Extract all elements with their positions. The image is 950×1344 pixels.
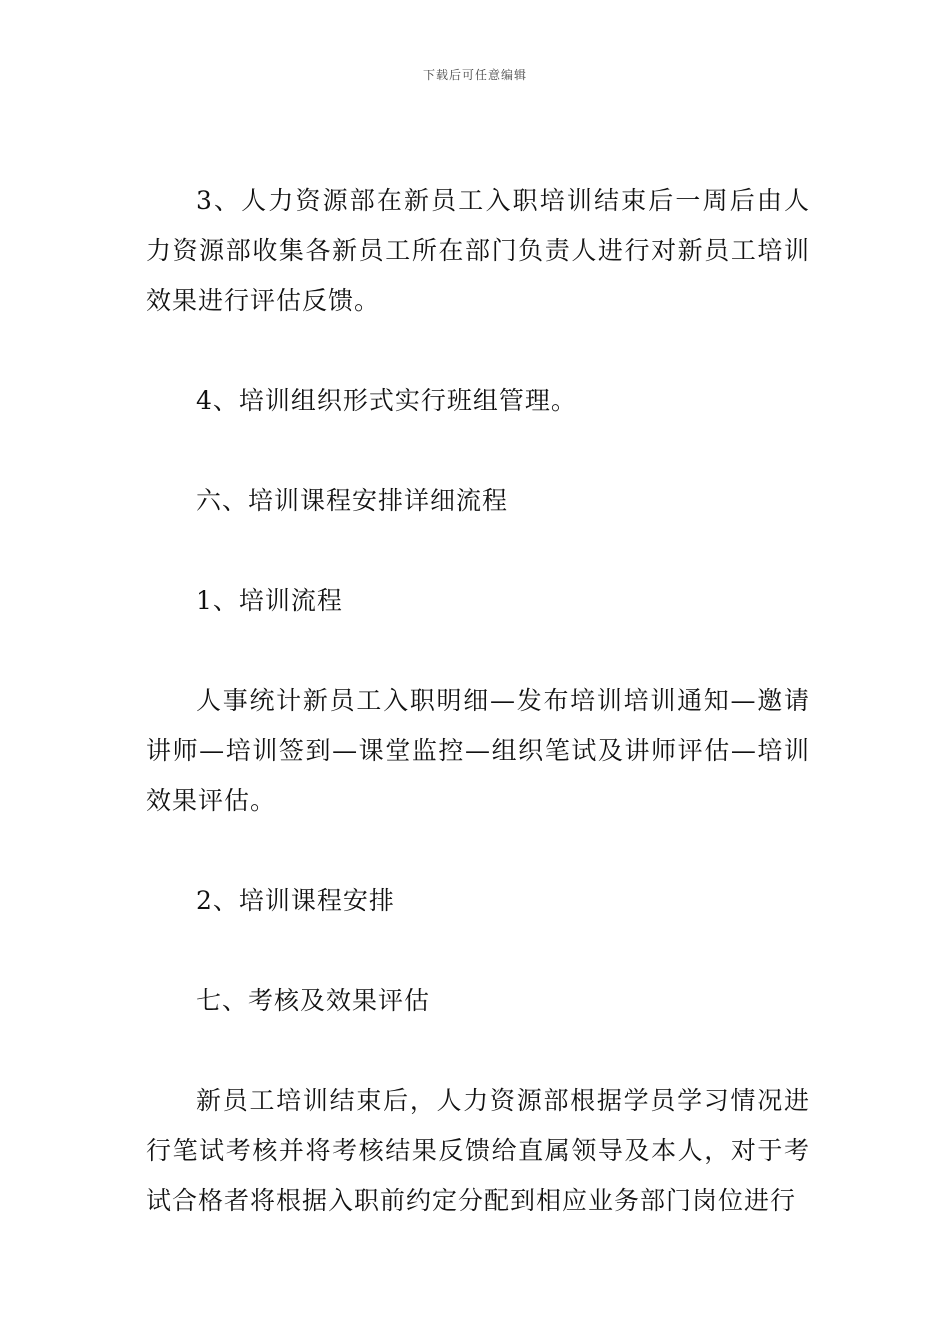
subheading-course-schedule: 2、培训课程安排 [196,886,395,915]
paragraph-gap [146,1026,810,1076]
section-heading-assessment: 七、考核及效果评估 [196,986,431,1015]
paragraph-gap [146,626,810,676]
paragraph-process-steps: 人事统计新员工入职明细—发布培训培训通知—邀请讲师—培训签到—课堂监控—组织笔试及讲师评估—培训效果评估。 [146,686,810,815]
subheading-training-process: 1、培训流程 [196,586,343,615]
paragraph-gap [146,526,810,576]
paragraph-gap [146,426,810,476]
paragraph-assessment-details: 新员工培训结束后，人力资源部根据学员学习情况进行笔试考核并将考核结果反馈给直属领导及本人，对于考试合格者将根据入职前约定分配到相应业务部门岗位进行 [146,1086,810,1215]
paragraph-gap [146,926,810,976]
paragraph-class-management: 4、培训组织形式实行班组管理。 [196,386,577,415]
page-header-note: 下载后可任意编辑 [422,68,527,82]
paragraph-training-feedback: 3、人力资源部在新员工入职培训结束后一周后由人力资源部收集各新员工所在部门负责人进行对新员工培训效果进行评估反馈。 [146,186,810,315]
document-body [146,176,810,1226]
paragraph-gap [146,826,810,876]
section-heading-course-process: 六、培训课程安排详细流程 [196,486,509,515]
paragraph-gap [146,326,810,376]
